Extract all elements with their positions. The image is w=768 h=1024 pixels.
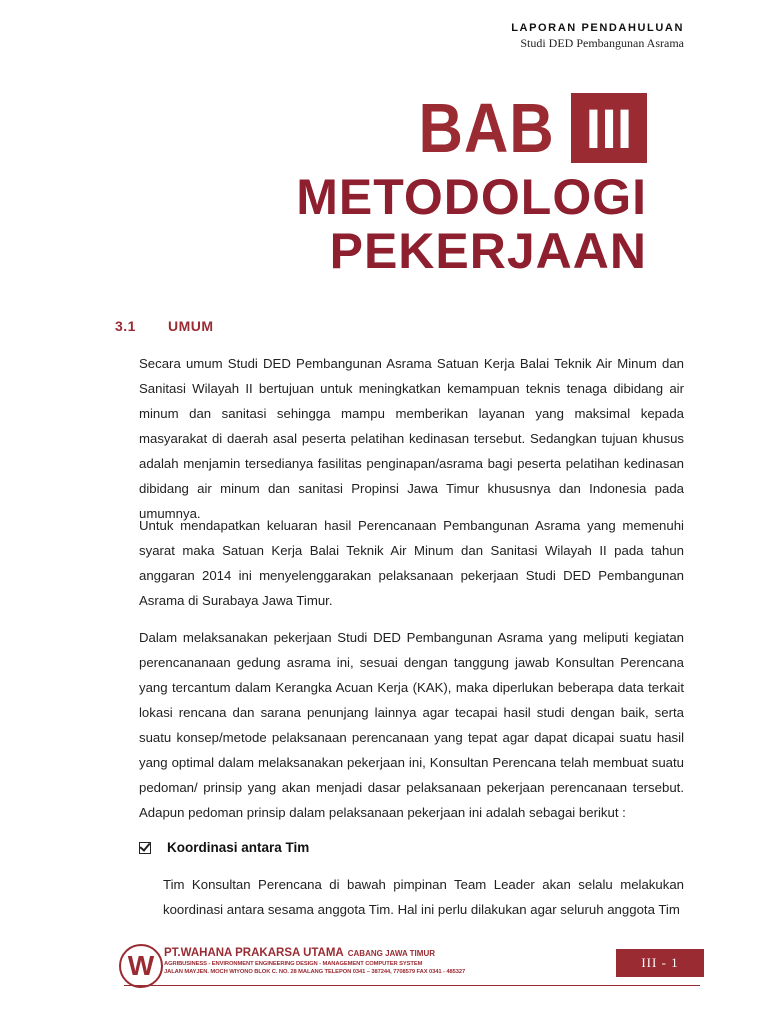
company-address: JALAN MAYJEN. MOCH WIYONO BLOK C. NO. 28 MALANG TELEPON 0341 – 387244, 7708579 FAX 0341 - 485327 — [164, 969, 466, 975]
running-header — [511, 22, 684, 51]
report-title: LAPORAN PENDAHULUAN — [511, 22, 684, 34]
checkbox-checked-icon — [139, 842, 151, 854]
company-logo — [119, 944, 163, 988]
footer-divider — [124, 985, 700, 986]
section-number: 3.1 — [115, 318, 136, 334]
section-title: UMUM — [168, 318, 214, 334]
chapter-title-line-1: METODOLOGI — [296, 169, 647, 225]
chapter-title — [296, 170, 647, 278]
chapter-number-badge — [571, 93, 647, 163]
page-number: III - 1 — [641, 955, 679, 970]
company-branch: CABANG JAWA TIMUR — [347, 949, 435, 958]
company-info — [164, 947, 465, 975]
section-heading — [115, 318, 214, 334]
checklist-item — [139, 840, 309, 855]
chapter-word: BAB — [418, 89, 555, 167]
chapter-title-line-2: PEKERJAAN — [329, 223, 647, 279]
checklist-paragraph: Tim Konsultan Perencana di bawah pimpinan Team Leader akan selalu melakukan koordinasi antara sesama anggota Tim. Hal ini perlu dilakukan agar seluruh anggota Tim — [163, 877, 684, 917]
paragraph: Secara umum Studi DED Pembangunan Asrama Satuan Kerja Balai Teknik Air Minum dan Sanitasi Wilayah II bertujuan untuk meningkatkan kemampuan teknis tenaga dibidang air minum dan sanitasi sehingga mampu memberikan layanan yang maksimal kepada masyarakat di daerah asal peserta pelatihan kedinasan tersebut. Sedangkan tujuan khusus adalah menjamin tersedianya fasilitas penginapan/asrama bagi peserta pelatihan kedinasan dibidang air minum dan sanitasi Propinsi Jawa Timur khususnya dan Indonesia pada umumnya. — [139, 356, 684, 521]
paragraph: Dalam melaksanakan pekerjaan Studi DED Pembangunan Asrama yang meliputi kegiatan perencananaan gedung asrama ini, sesuai dengan tanggung jawab Konsultan Perencana yang tercantum dalam Kerangka Acuan Kerja (KAK), maka diperlukan beberapa data terkait lokasi rencana dan sarana penunjang lainnya agar tecapai hasil studi dengan baik, serta suatu konsep/metode pelaksanaan perencanaan yang tepat agar dapat dicapai suatu hasil yang optimal dalam melaksanakan pekerjaan ini, Konsultan Perencana telah membuat suatu pedoman/ prinsip yang akan menjadi dasar pelaksanaan pekerjaan perencanaan tersebut. Adapun pedoman prinsip dalam pelaksanaan pekerjaan ini adalah sebagai berikut : — [139, 630, 684, 820]
company-name: PT.WAHANA PRAKARSA UTAMA — [164, 947, 344, 959]
logo-letter: W — [127, 950, 155, 981]
report-subtitle: Studi DED Pembangunan Asrama — [520, 36, 684, 50]
chapter-heading — [400, 89, 647, 167]
page-number-badge — [616, 949, 704, 977]
chapter-number: III — [585, 96, 633, 160]
company-services: AGRIBUSINESS - ENVIRONMENT ENGINEERING DESIGN - MANAGEMENT COMPUTER SYSTEM — [164, 961, 423, 967]
checklist-label: Koordinasi antara Tim — [167, 840, 310, 855]
paragraph: Untuk mendapatkan keluaran hasil Perencanaan Pembangunan Asrama yang memenuhi syarat maka Satuan Kerja Balai Teknik Air Minum dan Sanitasi Wilayah II pada tahun anggaran 2014 ini menyelenggarakan pelaksanaan pekerjaan Studi DED Pembangunan Asrama di Surabaya Jawa Timur. — [139, 518, 684, 608]
